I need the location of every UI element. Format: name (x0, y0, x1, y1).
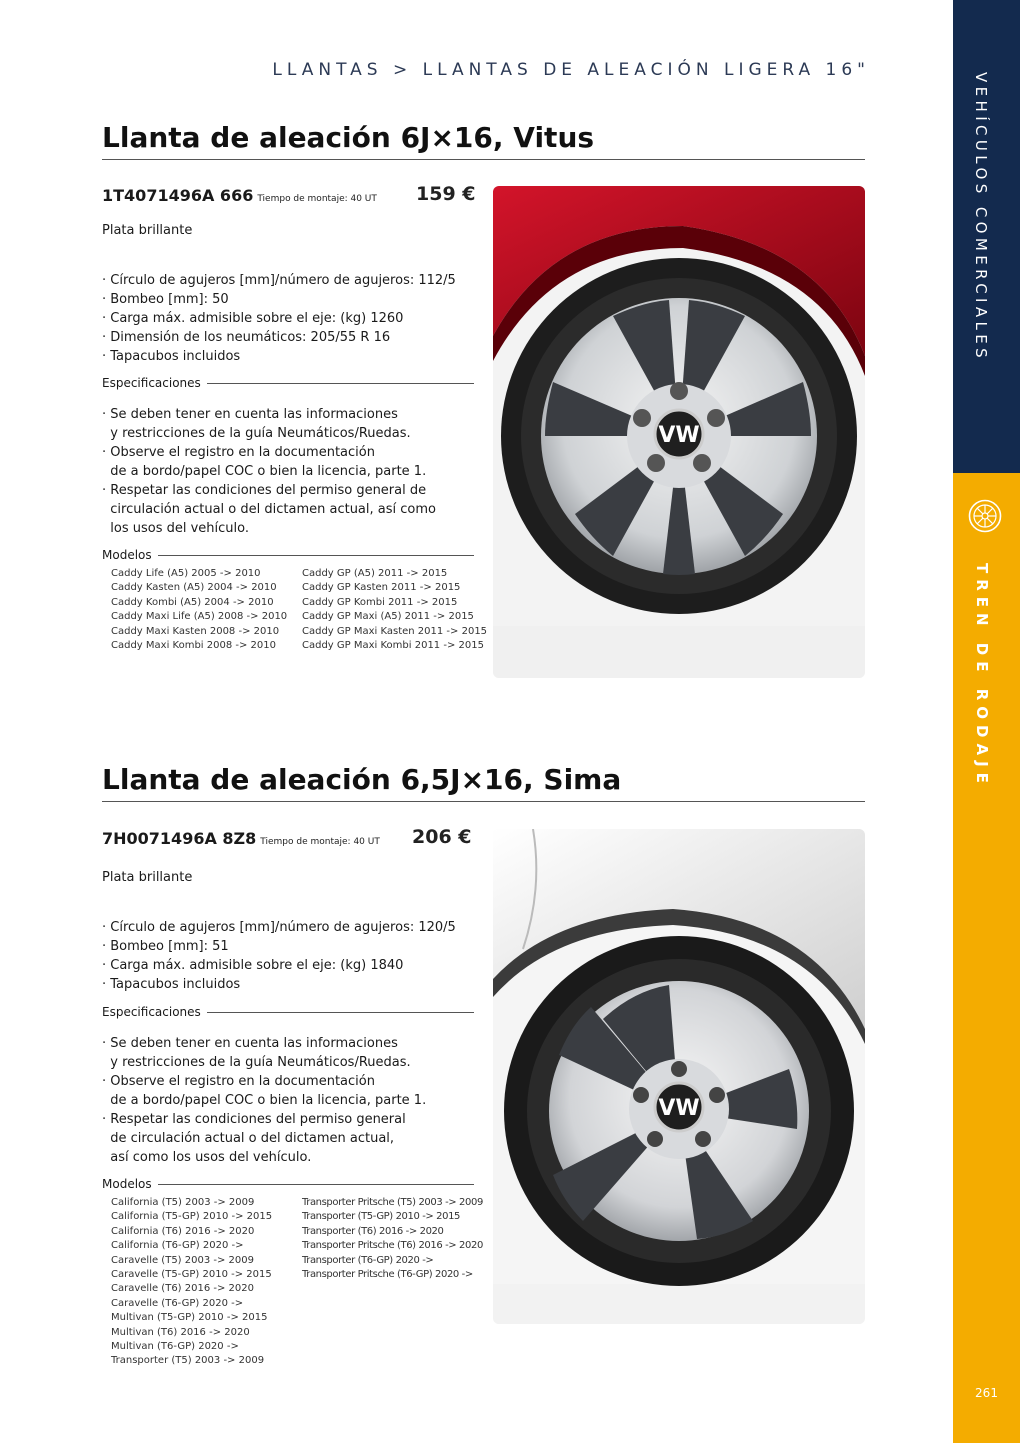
product-title: Llanta de aleación 6,5J×16, Sima (102, 763, 622, 796)
list-item: · Se deben tener en cuenta las informaciones (102, 1036, 398, 1051)
list-item: Caddy Maxi Kasten 2008 -> 2010 (111, 625, 280, 637)
models-list-col1 (111, 567, 287, 653)
models-heading (102, 1177, 474, 1191)
title-divider (102, 159, 865, 160)
list-item: Caravelle (T6-GP) 2020 -> (111, 1297, 244, 1309)
title-divider (102, 801, 865, 802)
wheel-icon (968, 499, 1002, 533)
list-item: Transporter (T6-GP) 2020 -> (302, 1254, 434, 1266)
price: 206 € (412, 826, 472, 848)
list-item: Multivan (T6) 2016 -> 2020 (111, 1326, 250, 1338)
svg-text:VW: VW (658, 423, 700, 448)
list-item: Caddy GP Maxi (A5) 2011 -> 2015 (302, 611, 474, 623)
list-item: · Observe el registro en la documentación (102, 1074, 375, 1089)
list-item: California (T6-GP) 2020 -> (111, 1240, 244, 1252)
list-item: de a bordo/papel COC o bien la licencia, parte 1. (102, 464, 427, 479)
list-item: Transporter Pritsche (T6-GP) 2020 -> (302, 1269, 473, 1281)
feature-list (102, 271, 456, 366)
models-list-col2 (302, 1196, 483, 1282)
list-item: Transporter (T5) 2003 -> 2009 (111, 1355, 265, 1367)
list-item: y restricciones de la guía Neumáticos/Ruedas. (102, 1055, 411, 1070)
list-item: · Tapacubos incluidos (102, 349, 241, 364)
specifications-label: Especificaciones (102, 1005, 201, 1019)
finish-text: Plata brillante (102, 870, 193, 885)
list-item: Caddy Maxi Kombi 2008 -> 2010 (111, 640, 276, 652)
list-item: Caddy GP Kombi 2011 -> 2015 (302, 596, 458, 608)
product-title: Llanta de aleación 6J×16, Vitus (102, 121, 595, 154)
list-item: Caddy GP Maxi Kasten 2011 -> 2015 (302, 625, 488, 637)
list-item: Caddy GP Kasten 2011 -> 2015 (302, 582, 461, 594)
finish-text: Plata brillante (102, 223, 193, 238)
list-item: · Círculo de agujeros [mm]/número de agujeros: 120/5 (102, 920, 456, 935)
list-item: · Respetar las condiciones del permiso general de (102, 483, 427, 498)
list-item: Caddy GP Maxi Kombi 2011 -> 2015 (302, 640, 484, 652)
list-item: · Observe el registro en la documentación (102, 445, 375, 460)
list-item: Caddy GP (A5) 2011 -> 2015 (302, 568, 448, 579)
specifications-label: Especificaciones (102, 376, 201, 390)
list-item: Caravelle (T6) 2016 -> 2020 (111, 1283, 255, 1295)
list-item: Transporter (T6) 2016 -> 2020 (302, 1225, 444, 1237)
list-item: Caravelle (T5-GP) 2010 -> 2015 (111, 1269, 272, 1281)
page-number: 261 (975, 1386, 998, 1400)
part-number-line (102, 186, 377, 205)
list-item: de circulación actual o del dictamen actual, (102, 1131, 395, 1146)
list-item: Caddy Kombi (A5) 2004 -> 2010 (111, 596, 274, 608)
list-item: · Tapacubos incluidos (102, 977, 241, 992)
part-number: 1T4071496A 666 (102, 186, 254, 205)
wheel-photo (493, 186, 865, 678)
list-item: · Dimensión de los neumáticos: 205/55 R 16 (102, 330, 391, 345)
svg-text:VW: VW (658, 1096, 700, 1121)
breadcrumb: LLANTAS > LLANTAS DE ALEACIÓN LIGERA 16" (272, 60, 870, 80)
list-item: Transporter (T5-GP) 2010 -> 2015 (302, 1211, 461, 1223)
mount-time: Tiempo de montaje: 40 UT (260, 837, 380, 847)
specifications-heading (102, 1005, 474, 1019)
mount-time: Tiempo de montaje: 40 UT (257, 194, 377, 204)
list-item: Caddy Maxi Life (A5) 2008 -> 2010 (111, 611, 288, 623)
list-item: Caravelle (T5) 2003 -> 2009 (111, 1254, 255, 1266)
list-item: Transporter Pritsche (T6) 2016 -> 2020 (302, 1240, 483, 1252)
models-list-col1 (111, 1196, 272, 1369)
list-item: circulación actual o del dictamen actual, así como (102, 502, 436, 517)
models-label: Modelos (102, 1177, 152, 1191)
list-item: · Círculo de agujeros [mm]/número de agujeros: 112/5 (102, 273, 456, 288)
sidebar-category-label: VEHÍCULOS COMERCIALES (972, 72, 990, 363)
list-item: · Se deben tener en cuenta las informaciones (102, 407, 398, 422)
list-item: de a bordo/papel COC o bien la licencia, parte 1. (102, 1093, 427, 1108)
list-item: California (T5) 2003 -> 2009 (111, 1197, 255, 1208)
list-item: Multivan (T5-GP) 2010 -> 2015 (111, 1312, 268, 1324)
specifications-list (102, 1034, 426, 1167)
list-item: los usos del vehículo. (102, 521, 249, 536)
models-list-col2 (302, 567, 487, 653)
list-item: Caddy Life (A5) 2005 -> 2010 (111, 568, 261, 579)
list-item: Transporter Pritsche (T5) 2003 -> 2009 (302, 1197, 483, 1208)
specifications-heading (102, 376, 474, 390)
list-item: · Respetar las condiciones del permiso general (102, 1112, 406, 1127)
price: 159 € (416, 183, 476, 205)
list-item: California (T5-GP) 2010 -> 2015 (111, 1211, 273, 1223)
specifications-list (102, 405, 436, 538)
list-item: · Carga máx. admisible sobre el eje: (kg) 1260 (102, 311, 404, 326)
list-item: Caddy Kasten (A5) 2004 -> 2010 (111, 582, 277, 594)
list-item: · Bombeo [mm]: 51 (102, 939, 229, 954)
part-number-line (102, 829, 380, 848)
list-item: así como los usos del vehículo. (102, 1150, 312, 1165)
list-item: Multivan (T6-GP) 2020 -> (111, 1341, 239, 1353)
part-number: 7H0071496A 8Z8 (102, 829, 257, 848)
list-item: California (T6) 2016 -> 2020 (111, 1225, 255, 1237)
list-item: · Bombeo [mm]: 50 (102, 292, 229, 307)
feature-list (102, 918, 456, 994)
wheel-photo (493, 829, 865, 1324)
list-item: · Carga máx. admisible sobre el eje: (kg) 1840 (102, 958, 404, 973)
sidebar-section-label: TREN DE RODAJE (973, 563, 991, 789)
models-heading (102, 548, 474, 562)
list-item: y restricciones de la guía Neumáticos/Ruedas. (102, 426, 411, 441)
models-label: Modelos (102, 548, 152, 562)
